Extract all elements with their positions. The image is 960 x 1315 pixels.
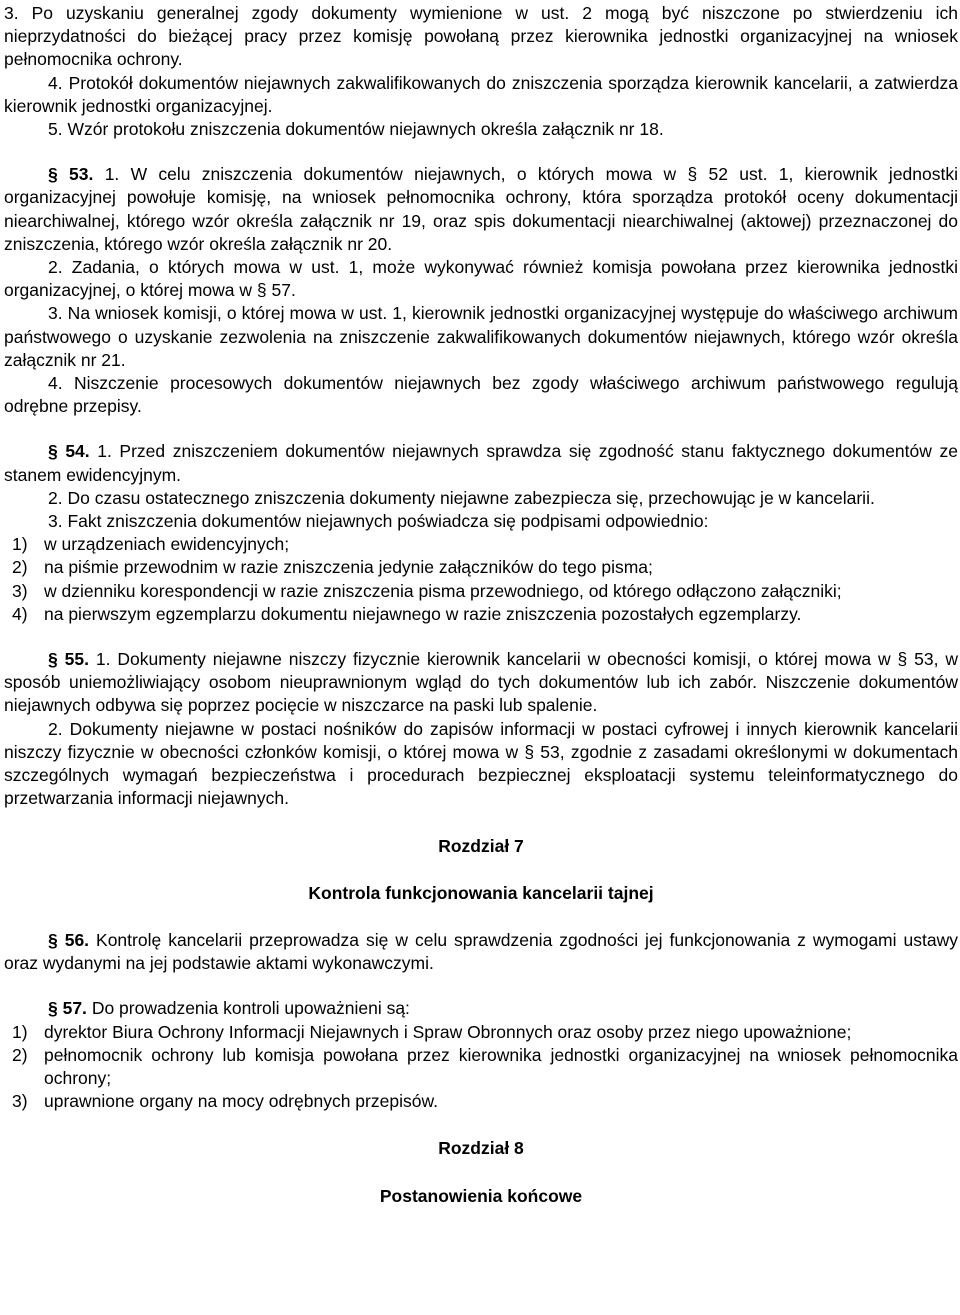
section-number: § 57.	[48, 998, 87, 1019]
chapter-8-subtitle: Postanowienia końcowe	[379, 1185, 583, 1206]
paragraph: 4. Protokół dokumentów niejawnych zakwalifikowanych do zniszczenia sporządza kierownik kancelarii, a zatwierdza kierownik jednostki organizacyjnej.	[4, 72, 958, 116]
section-number: § 56.	[48, 929, 90, 950]
section-55: § 55. 1. Dokumenty niejawne niszczy fizycznie kierownik kancelarii w obecności komisji, o której mowa w § 53, w sposób uniemożliwiający osobom nieuprawnionym wgląd do tych dokumentów lub ich zabór. Niszczenie dokumentów niejawnych odbywa się poprzez pocięcie w niszczarce na paski lub spalenie.	[4, 649, 958, 716]
paragraph: 5. Wzór protokołu zniszczenia dokumentów niejawnych określa załącznik nr 18.	[48, 119, 664, 140]
paragraph: 2. Zadania, o których mowa w ust. 1, może wykonywać również komisja powołana przez kierownika jednostki organizacyjnej, o której mowa w § 57.	[4, 257, 958, 301]
paragraph: 2. Dokumenty niejawne w postaci nośników do zapisów informacji w postaci cyfrowej i innych kierownik kancelarii niszczy fizycznie w obecności członków komisji, o której mowa w § 53, zgodnie z zasadami określonymi w dokumentach szczególnych wymagań bezpieczeństwa i procedurach bezpiecznej eksploatacji systemu teleinformatycznego do przetwarzania informacji niejawnych.	[4, 718, 958, 809]
chapter-8-title: Rozdział 8	[438, 1138, 524, 1159]
list-item: 3) uprawnione organy na mocy odrębnych przepisów.	[12, 1091, 438, 1112]
paragraph: 3. Po uzyskaniu generalnej zgody dokumenty wymienione w ust. 2 mogą być niszczone po stwierdzeniu ich nieprzydatności do bieżącej pracy przez komisję powołaną przez kierownika jednostki organizacyjnej na wniosek pełnomocnika ochrony.	[4, 3, 958, 70]
section-56: § 56. Kontrolę kancelarii przeprowadza się w celu sprawdzenia zgodności jej funkcjonowania z wymogami ustawy oraz wydanymi na jej podstawie aktami wykonawczymi.	[4, 929, 958, 974]
chapter-7-title: Rozdział 7	[438, 835, 524, 856]
list-item: 3) w dzienniku korespondencji w razie zniszczenia pisma przewodniego, od którego odłączono załączniki;	[12, 580, 842, 601]
list-item: 2) na piśmie przewodnim w razie zniszczenia jedynie załączników do tego pisma;	[12, 557, 653, 578]
paragraph: 3. Fakt zniszczenia dokumentów niejawnych poświadcza się podpisami odpowiednio:	[48, 511, 709, 532]
section-number: § 54.	[48, 441, 90, 462]
section-54: § 54. 1. Przed zniszczeniem dokumentów niejawnych sprawdza się zgodność stanu faktycznego dokumentów ze stanem ewidencyjnym.	[4, 441, 958, 485]
section-57: § 57. Do prowadzenia kontroli upoważnieni są:	[48, 998, 410, 1019]
list-item: 4) na pierwszym egzemplarzu dokumentu niejawnego w razie zniszczenia pozostałych egzemplarzy.	[12, 603, 802, 624]
section-53: § 53. 1. W celu zniszczenia dokumentów niejawnych, o których mowa w § 52 ust. 1, kierownik jednostki organizacyjnej powołuje komisję, na wniosek pełnomocnika ochrony, która sporządza protokół oceny dokumentacji niearchiwalnej, którego wzór określa załącznik nr 19, oraz spis dokumentacji niearchiwalnej (aktowej) przeznaczonej do zniszczenia, którego wzór określa załącznik nr 20.	[4, 164, 958, 254]
list-item: 1) dyrektor Biura Ochrony Informacji Niejawnych i Spraw Obronnych oraz osoby przez niego upoważnione;	[12, 1021, 852, 1042]
document-page	[4, 2, 958, 1208]
section-number: § 55.	[48, 649, 89, 670]
list-item: 1) w urządzeniach ewidencyjnych;	[12, 534, 290, 555]
paragraph: 2. Do czasu ostatecznego zniszczenia dokumenty niejawne zabezpiecza się, przechowując je w kancelarii.	[48, 487, 875, 508]
paragraph: 3. Na wniosek komisji, o której mowa w ust. 1, kierownik jednostki organizacyjnej występuje do właściwego archiwum państwowego o uzyskanie zezwolenia na zniszczenie zakwalifikowanych dokumentów niejawnych, którego wzór określa załącznik nr 21.	[4, 303, 958, 370]
chapter-7-subtitle: Kontrola funkcjonowania kancelarii tajnej	[308, 882, 654, 903]
list-item: 2) pełnomocnik ochrony lub komisja powołana przez kierownika jednostki organizacyjnej na wniosek pełnomocnika ochrony;	[12, 1044, 958, 1088]
paragraph: 4. Niszczenie procesowych dokumentów niejawnych bez zgody właściwego archiwum państwowego regulują odrębne przepisy.	[4, 373, 958, 417]
section-number: § 53.	[48, 164, 94, 185]
